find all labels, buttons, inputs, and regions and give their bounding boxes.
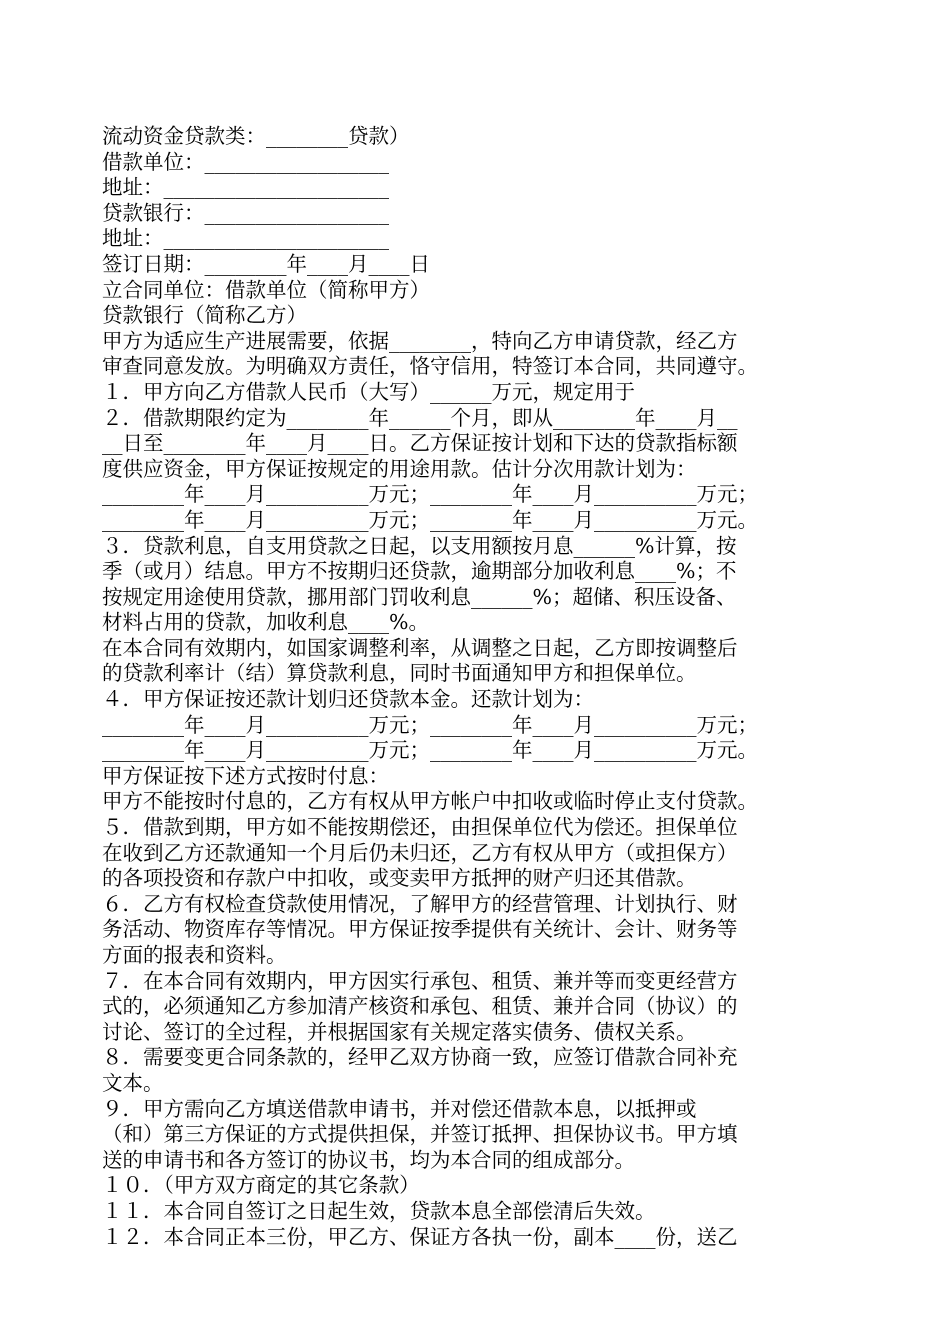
document-line: 在收到乙方还款通知一个月后仍未归还，乙方有权从甲方（或担保方） xyxy=(102,840,738,865)
document-line: 的贷款利率计（结）算贷款利息，同时书面通知甲方和担保单位。 xyxy=(102,661,697,686)
document-line: ４．甲方保证按还款计划归还贷款本金。还款计划为： xyxy=(102,687,594,712)
document-line: 借款单位：__________________ xyxy=(102,149,389,174)
document-line: 文本。 xyxy=(102,1070,164,1095)
document-body xyxy=(102,124,862,1250)
document-line: 季（或月）结息。甲方不按期归还贷款，逾期部分加收利息____%；不 xyxy=(102,559,737,584)
document-line: ________年____月__________万元；________年____月__________万元。 xyxy=(102,507,758,532)
document-line: （和）第三方保证的方式提供担保，并签订抵押、担保协议书。甲方填 xyxy=(102,1122,738,1147)
document-line: 甲方不能按时付息的，乙方有权从甲方帐户中扣收或临时停止支付贷款。 xyxy=(102,789,758,814)
document-line: 贷款银行：__________________ xyxy=(102,200,389,225)
document-line: １．甲方向乙方借款人民币（大写）______万元，规定用于 xyxy=(102,379,635,404)
document-line: 流动资金贷款类：________贷款） xyxy=(102,124,410,148)
document-line: 地址：______________________ xyxy=(102,226,389,251)
document-line: ７．在本合同有效期内，甲方因实行承包、租赁、兼并等而变更经营方 xyxy=(102,968,738,993)
document-line: 甲方为适应生产进展需要，依据________，特向乙方申请贷款，经乙方 xyxy=(102,328,738,353)
document-line: ３．贷款利息，自支用贷款之日起，以支用额按月息______%计算，按 xyxy=(102,533,737,558)
document-line: 度供应资金，甲方保证按规定的用途用款。估计分次用款计划为： xyxy=(102,456,697,481)
document-line: ９．甲方需向乙方填送借款申请书，并对偿还借款本息，以抵押或 xyxy=(102,1096,697,1121)
document-line: 贷款银行（简称乙方） xyxy=(102,303,307,328)
document-line: 按规定用途使用贷款，挪用部门罚收利息______%；超储、积压设备、 xyxy=(102,584,737,609)
document-line: 材料占用的贷款，加收利息____%。 xyxy=(102,610,429,635)
document-line: 务活动、物资库存等情况。甲方保证按季提供有关统计、会计、财务等 xyxy=(102,917,738,942)
document-line: １０．（甲方双方商定的其它条款） xyxy=(102,1173,420,1198)
document-line: 签订日期：________年____月____日 xyxy=(102,251,430,276)
document-line: ２．借款期限约定为________年______个月，即从________年____月__ xyxy=(102,405,738,430)
document-line: ________年____月__________万元；________年____月__________万元。 xyxy=(102,738,758,763)
document-line: 讨论、签订的全过程，并根据国家有关规定落实债务、债权关系。 xyxy=(102,1019,697,1044)
document-line: __日至________年____月____日。乙方保证按计划和下达的贷款指标额 xyxy=(102,431,738,456)
document-line: ６．乙方有权检查贷款使用情况，了解甲方的经营管理、计划执行、财 xyxy=(102,891,738,916)
document-line: 审查同意发放。为明确双方责任，恪守信用，特签订本合同，共同遵守。 xyxy=(102,354,758,379)
document-line: ５．借款到期，甲方如不能按期偿还，由担保单位代为偿还。担保单位 xyxy=(102,815,738,840)
document-line: 的各项投资和存款户中扣收，或变卖甲方抵押的财产归还其借款。 xyxy=(102,866,697,891)
document-line: １１．本合同自签订之日起生效，贷款本息全部偿清后失效。 xyxy=(102,1198,656,1223)
document-line: ________年____月__________万元；________年____月__________万元； xyxy=(102,712,758,737)
document-line: ________年____月__________万元；________年____月__________万元； xyxy=(102,482,758,507)
document-line: 甲方保证按下述方式按时付息： xyxy=(102,763,389,788)
document-line: 在本合同有效期内，如国家调整利率，从调整之日起，乙方即按调整后 xyxy=(102,635,738,660)
document-line: 立合同单位：借款单位（简称甲方） xyxy=(102,277,430,302)
document-line: ８．需要变更合同条款的，经甲乙双方协商一致，应签订借款合同补充 xyxy=(102,1045,738,1070)
document-line: 送的申请书和各方签订的协议书，均为本合同的组成部分。 xyxy=(102,1147,635,1172)
document-line: 方面的报表和资料。 xyxy=(102,943,287,967)
document-line: 式的，必须通知乙方参加清产核资和承包、租赁、兼并合同（协议）的 xyxy=(102,994,738,1019)
document-line: 地址：______________________ xyxy=(102,175,389,200)
document-line: １２．本合同正本三份，甲乙方、保证方各执一份，副本____份，送乙 xyxy=(102,1224,738,1249)
